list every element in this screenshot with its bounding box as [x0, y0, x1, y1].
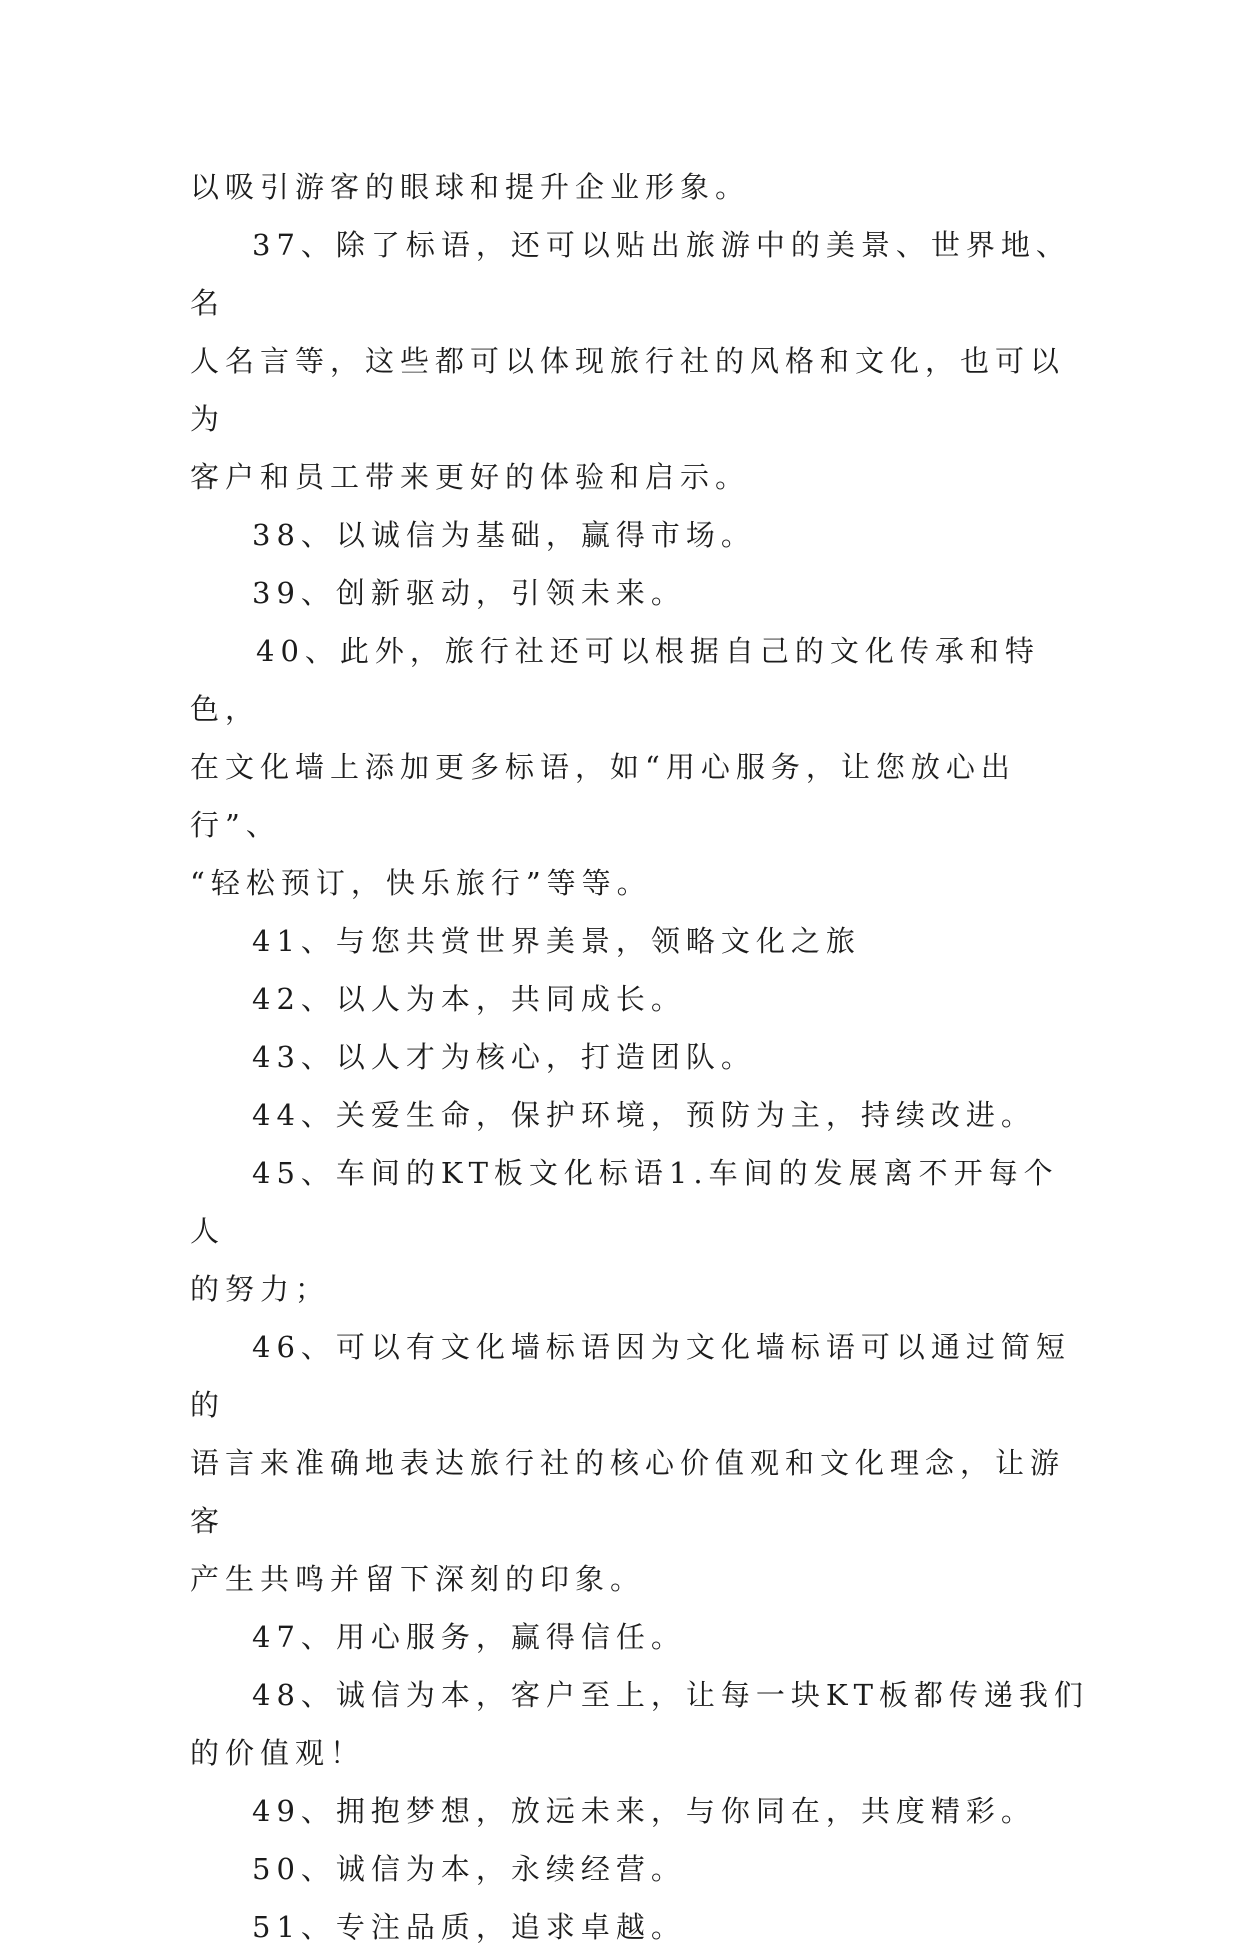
line: 44、关爱生命，保护环境，预防为主，持续改进。 — [252, 1098, 1036, 1132]
line: 51、专注品质，追求卓越。 — [252, 1910, 686, 1944]
line: 37、除了标语，还可以贴出旅游中的美景、世界地、名 — [190, 228, 1071, 320]
paragraph-43 — [190, 1028, 1090, 1086]
paragraph-0 — [190, 158, 1090, 216]
paragraph-37 — [190, 216, 1090, 506]
line: 人名言等，这些都可以体现旅行社的风格和文化，也可以为 — [190, 344, 1066, 436]
paragraph-45 — [190, 1144, 1090, 1318]
line: 42、以人为本，共同成长。 — [252, 982, 686, 1016]
line: 48、诚信为本，客户至上，让每一块KT板都传递我们 — [252, 1678, 1089, 1712]
paragraph-48 — [190, 1666, 1090, 1782]
paragraph-46 — [190, 1318, 1090, 1608]
line: 在文化墙上添加更多标语，如“用心服务，让您放心出行”、 — [190, 750, 1016, 842]
line: 的价值观！ — [190, 1736, 366, 1770]
paragraph-42 — [190, 970, 1090, 1028]
paragraph-40 — [190, 622, 1090, 912]
line: 的努力； — [190, 1272, 331, 1306]
paragraph-50 — [190, 1840, 1090, 1898]
paragraph-49 — [190, 1782, 1090, 1840]
line: 49、拥抱梦想，放远未来，与你同在，共度精彩。 — [252, 1794, 1036, 1828]
line: 40、此外，旅行社还可以根据自己的文化传承和特色， — [190, 634, 1040, 726]
paragraph-51 — [190, 1898, 1090, 1956]
line: 43、以人才为核心，打造团队。 — [252, 1040, 756, 1074]
line: 46、可以有文化墙标语因为文化墙标语可以通过简短的 — [190, 1330, 1071, 1422]
line: 45、车间的KT板文化标语1.车间的发展离不开每个人 — [190, 1156, 1059, 1248]
line: 38、以诚信为基础，赢得市场。 — [252, 518, 756, 552]
line: 产生共鸣并留下深刻的印象。 — [190, 1562, 646, 1596]
line: “轻松预订，快乐旅行”等等。 — [190, 866, 652, 900]
line: 47、用心服务，赢得信任。 — [252, 1620, 686, 1654]
paragraph-41 — [190, 912, 1090, 970]
line: 以吸引游客的眼球和提升企业形象。 — [190, 170, 751, 204]
paragraph-39 — [190, 564, 1090, 622]
paragraph-38 — [190, 506, 1090, 564]
document-body — [190, 158, 1090, 1956]
line: 50、诚信为本，永续经营。 — [252, 1852, 686, 1886]
paragraph-47 — [190, 1608, 1090, 1666]
line: 41、与您共赏世界美景，领略文化之旅 — [252, 924, 861, 958]
line: 语言来准确地表达旅行社的核心价值观和文化理念，让游客 — [190, 1446, 1066, 1538]
line: 39、创新驱动，引领未来。 — [252, 576, 686, 610]
paragraph-44 — [190, 1086, 1090, 1144]
line: 客户和员工带来更好的体验和启示。 — [190, 460, 751, 494]
